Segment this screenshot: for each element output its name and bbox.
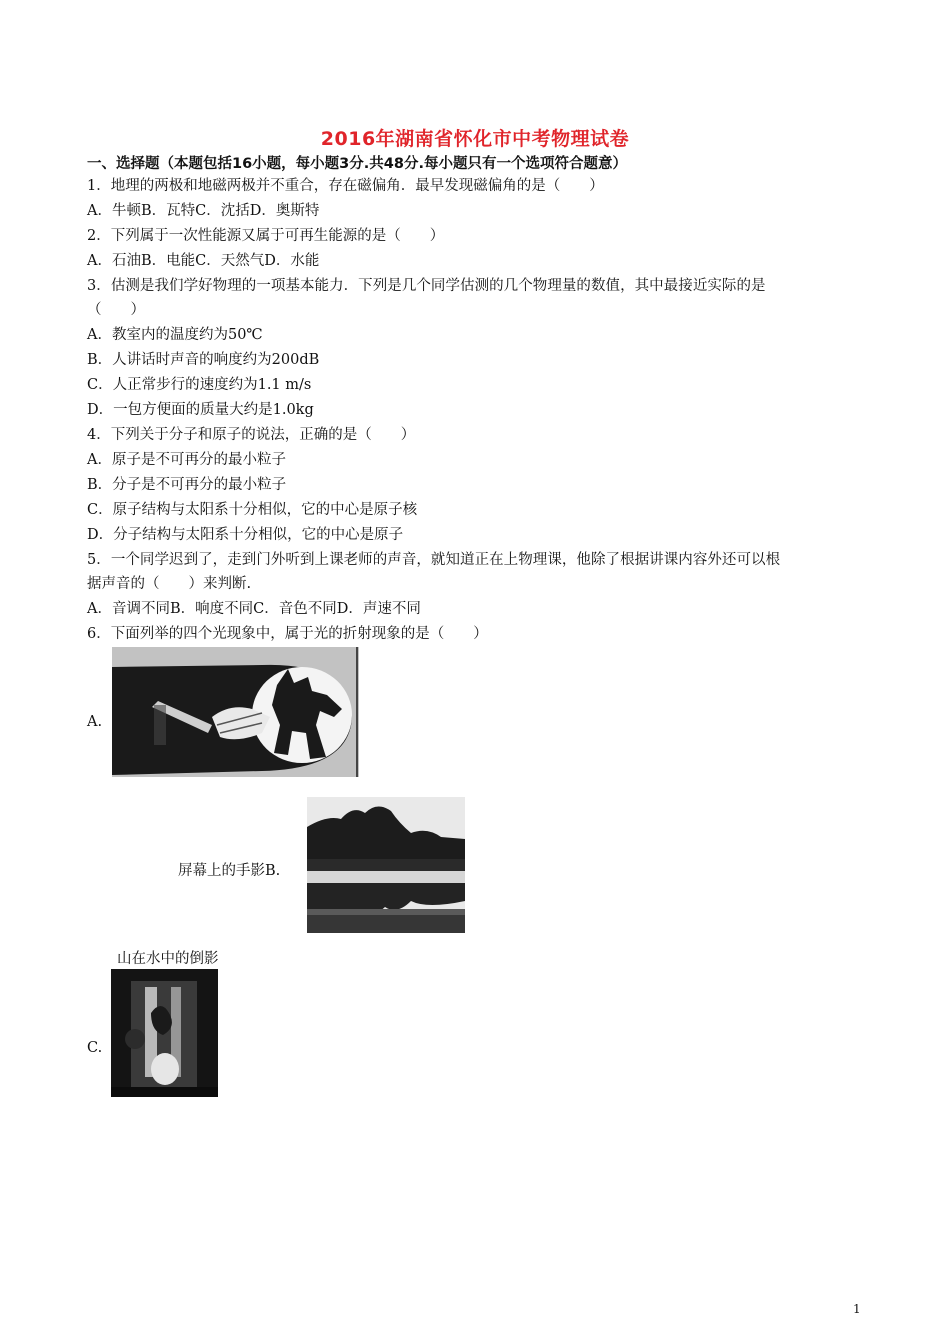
question-6-stem: 6．下面列举的四个光现象中，属于光的折射现象的是（ ） xyxy=(87,626,488,642)
question-1-stem: 1．地理的两极和地磁两极并不重合，存在磁偏角．最早发现磁偏角的是（ ） xyxy=(87,178,604,194)
question-6-option-b-caption: 山在水中的倒影 xyxy=(117,951,219,967)
question-4-option-a: A．原子是不可再分的最小粒子 xyxy=(87,452,286,468)
question-3-stem-line-2: （ ） xyxy=(87,302,145,318)
question-1-options: A．牛顿B．瓦特C．沈括D．奥斯特 xyxy=(87,203,320,219)
question-5-stem-line-1: 5．一个同学迟到了，走到门外听到上课老师的声音，就知道正在上物理课，他除了根据讲课内容外还可以根 xyxy=(87,552,781,568)
question-2-stem: 2．下列属于一次性能源又属于可再生能源的是（ ） xyxy=(87,228,445,244)
question-2-options: A．石油B．电能C．天然气D．水能 xyxy=(87,253,320,269)
question-3-option-c: C．人正常步行的速度约为1.1 m/s xyxy=(87,377,312,393)
question-3-option-d: D．一包方便面的质量大约是1.0kg xyxy=(87,402,314,418)
document-title: 2016年湖南省怀化市中考物理试卷 xyxy=(320,128,630,150)
page-number: 1 xyxy=(853,1302,861,1316)
question-5-stem-line-2: 据声音的（ ）来判断. xyxy=(87,576,252,592)
question-4-stem: 4．下列关于分子和原子的说法，正确的是（ ） xyxy=(87,427,416,443)
question-4-option-c: C．原子结构与太阳系十分相似，它的中心是原子核 xyxy=(87,502,418,518)
hand-shadow-image xyxy=(112,647,359,777)
mountain-reflection-image xyxy=(307,797,465,933)
question-4-option-d: D．分子结构与太阳系十分相似，它的中心是原子 xyxy=(87,527,404,543)
question-3-stem-line-1: 3．估测是我们学好物理的一项基本能力．下列是几个同学估测的几个物理量的数值，其中最接近实际的是 xyxy=(87,278,766,294)
question-3-option-b: B．人讲话时声音的响度约为200dB xyxy=(87,352,320,368)
question-3-option-a: A．教室内的温度约为50℃ xyxy=(87,327,263,343)
question-6-option-c-label: C. xyxy=(87,1040,103,1056)
option-c-image xyxy=(111,969,218,1097)
question-6-option-a-caption: 屏幕上的手影B. xyxy=(178,863,281,879)
question-6-option-a-label: A. xyxy=(87,714,103,730)
question-4-option-b: B．分子是不可再分的最小粒子 xyxy=(87,477,287,493)
question-5-options: A．音调不同B．响度不同C．音色不同D．声速不同 xyxy=(87,601,421,617)
section-heading: 一、选择题（本题包括16小题，每小题3分.共48分.每小题只有一个选项符合题意） xyxy=(87,156,627,172)
